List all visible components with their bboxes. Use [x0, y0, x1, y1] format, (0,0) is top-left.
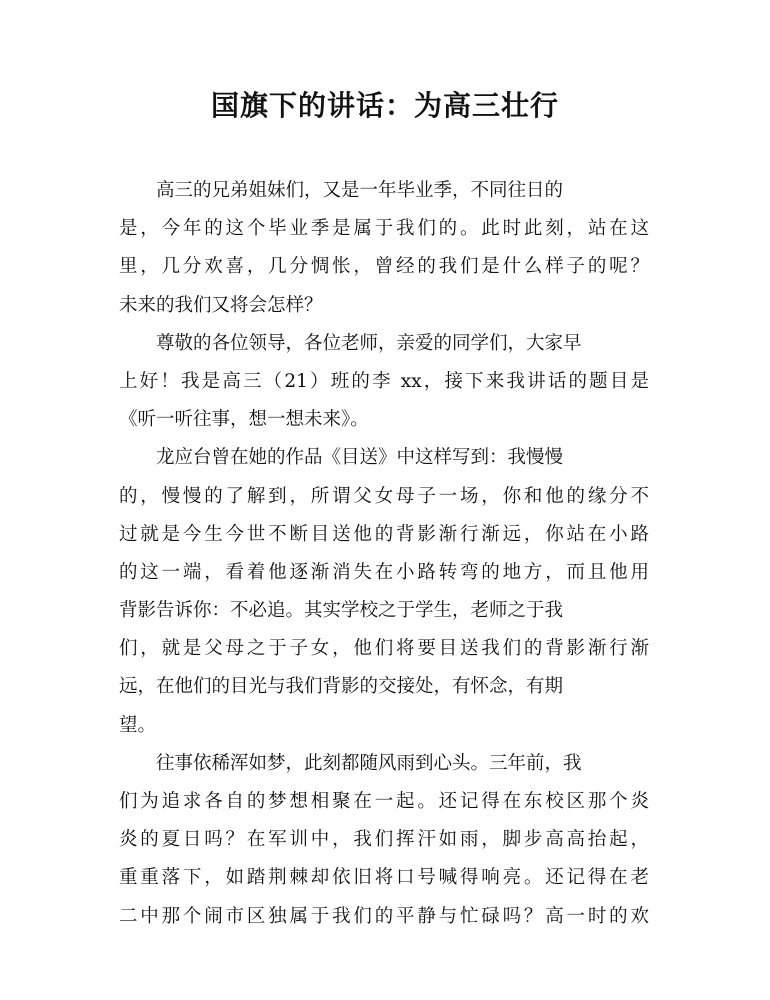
paragraph-3-line-4: 的这一端，看着他逐渐消失在小路转弯的地方，而且他用 — [119, 561, 649, 583]
paragraph-1-line-3: 里，几分欢喜，几分惆怅，曾经的我们是什么样子的呢？ — [119, 256, 649, 278]
document-title: 国旗下的讲话：为高三壮行 — [210, 89, 559, 122]
paragraph-3-line-1: 龙应台曾在她的作品《目送》中这样写到：我慢慢 — [156, 447, 564, 469]
paragraph-1-line-1: 高三的兄弟姐妹们，又是一年毕业季，不同往日的 — [156, 180, 564, 201]
paragraph-3-line-2: 的，慢慢的了解到，所谓父女母子一场，你和他的缘分不 — [119, 485, 649, 507]
document-body — [119, 172, 649, 936]
paragraph-3-line-8: 望。 — [119, 714, 157, 736]
paragraph-2-line-3: 《听一听往事，想一想未来》。 — [119, 409, 369, 431]
paragraph-4-line-5: 二中那个闹市区独属于我们的平静与忙碌吗？高一时的欢 — [119, 905, 649, 927]
paragraph-4-line-2: 们为追求各自的梦想相聚在一起。还记得在东校区那个炎 — [119, 791, 649, 812]
paragraph-3-line-5: 背影告诉你：不必追。其实学校之于学生，老师之于我 — [119, 600, 564, 622]
paragraph-4-line-4: 重重落下，如踏荆棘却依旧将口号喊得响亮。还记得在老 — [119, 867, 649, 889]
paragraph-3-line-6: 们，就是父母之于子女，他们将要目送我们的背影渐行渐 — [119, 638, 649, 660]
paragraph-3-line-3: 过就是今生今世不断目送他的背影渐行渐远，你站在小路 — [119, 523, 649, 545]
paragraph-3-line-7: 远，在他们的目光与我们背影的交接处，有怀念，有期 — [119, 676, 564, 698]
paragraph-1-line-4: 未来的我们又将会怎样？ — [119, 294, 323, 316]
paragraph-2-line-1: 尊敬的各位领导，各位老师，亲爱的同学们，大家早 — [156, 332, 582, 354]
paragraph-4-line-3: 炎的夏日吗？在军训中，我们挥汗如雨，脚步高高抬起， — [119, 829, 649, 851]
paragraph-2-line-2: 上好！我是高三（21）班的李 xx，接下来我讲话的题目是 — [119, 370, 649, 392]
paragraph-1-line-2: 是，今年的这个毕业季是属于我们的。此时此刻，站在这 — [119, 218, 649, 240]
paragraph-4-line-1: 往事依稀浑如梦，此刻都随风雨到心头。三年前，我 — [156, 752, 582, 774]
